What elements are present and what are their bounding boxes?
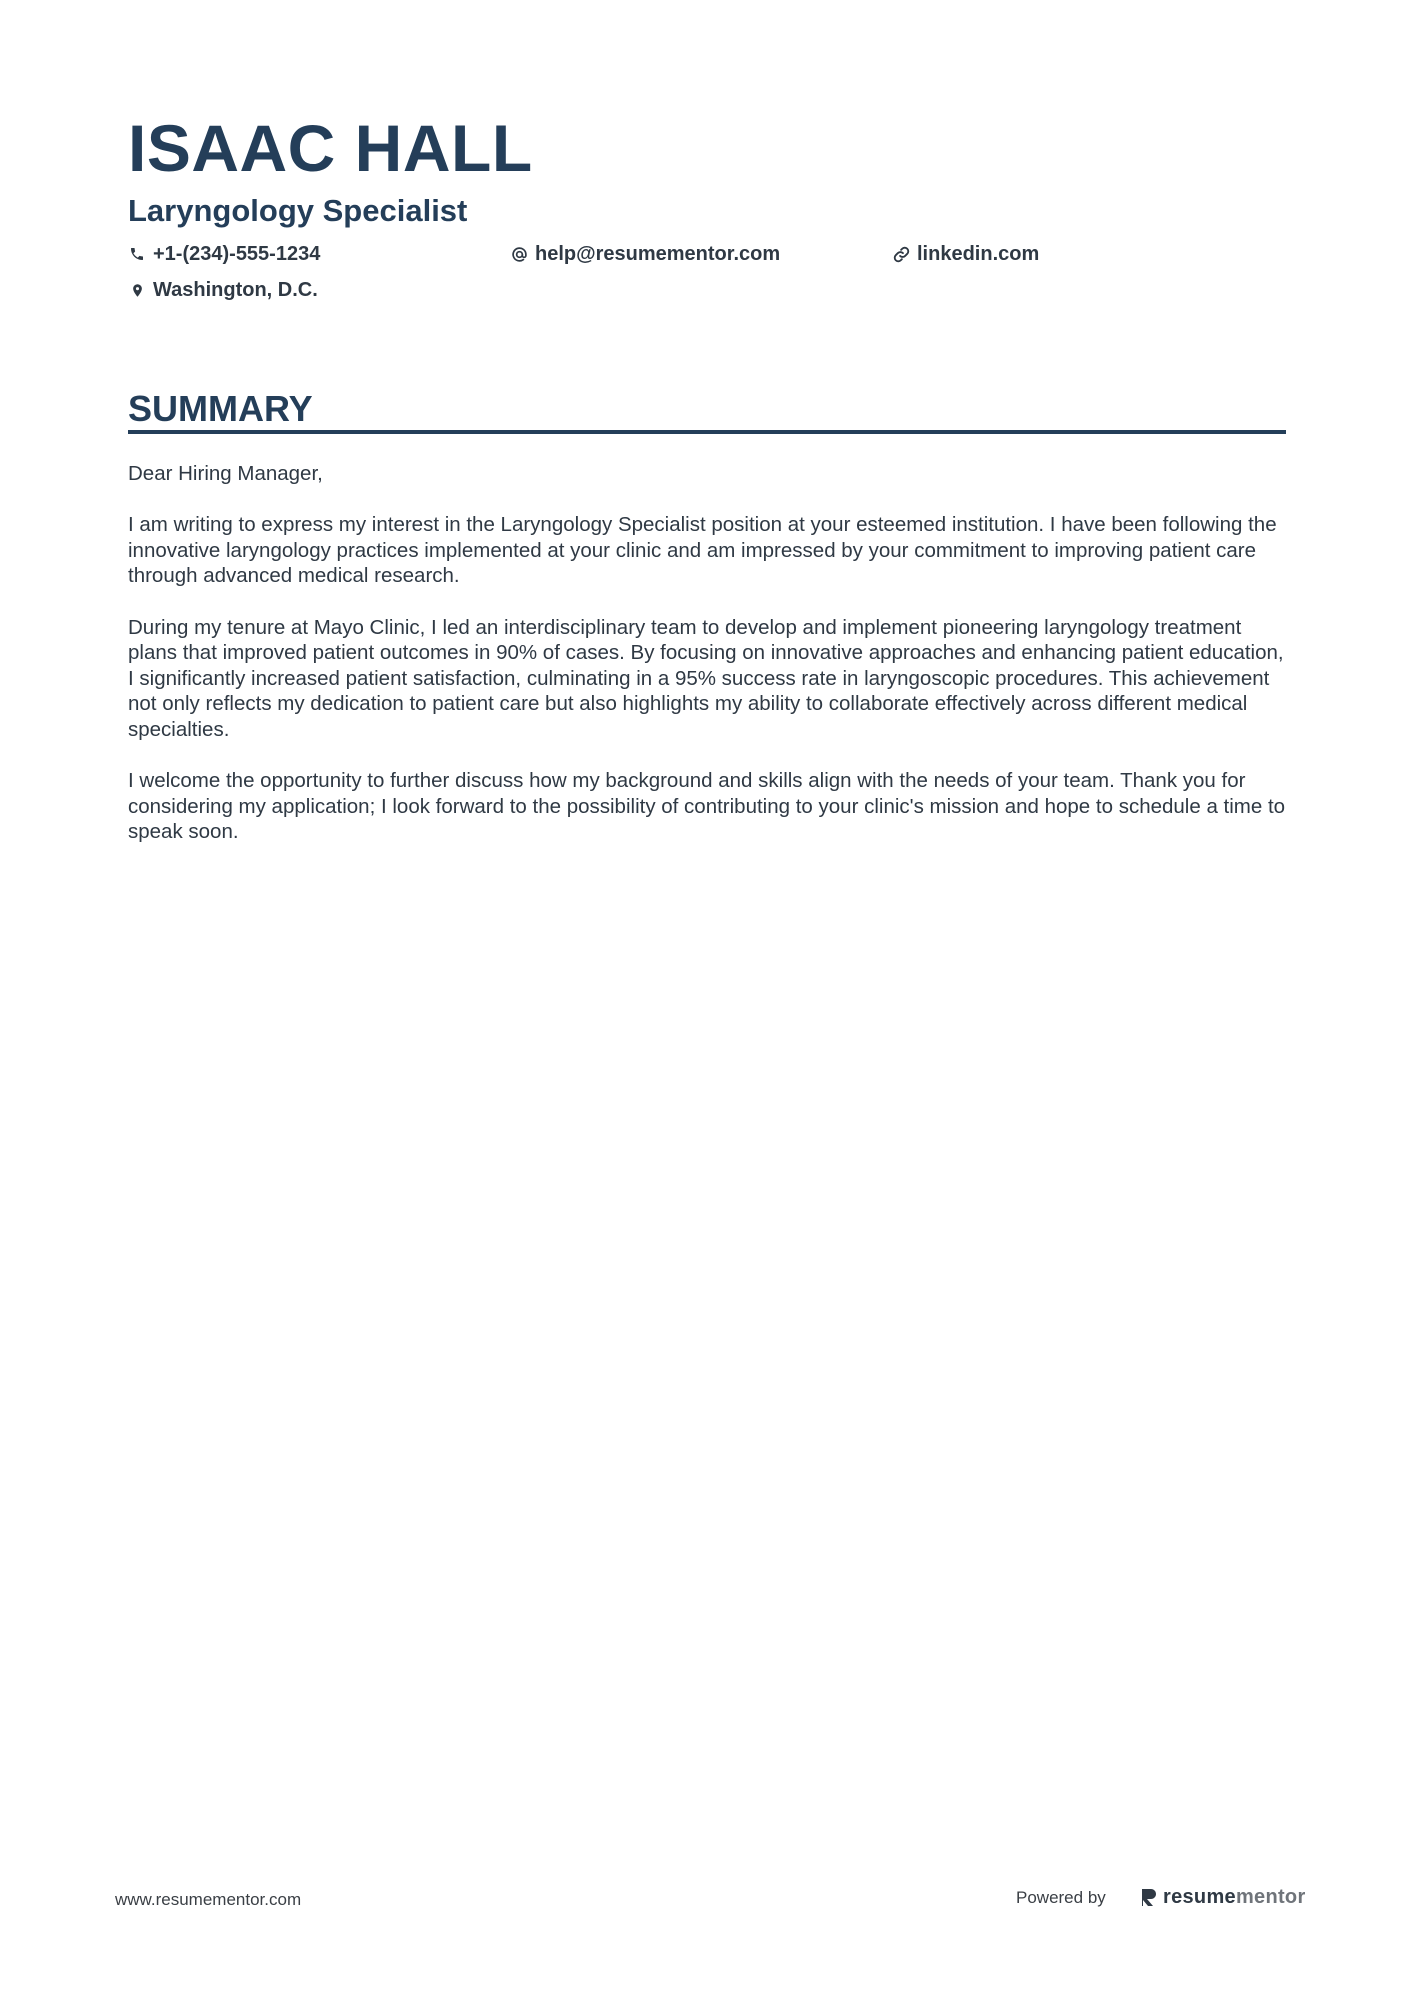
footer-website[interactable]: www.resumementor.com [115, 1890, 302, 1909]
powered-by-label: Powered by [1016, 1888, 1106, 1907]
letter-paragraph: I am writing to express my interest in the Laryngology Specialist position at your esteemed institution. I have been following the innovative laryngology practices implemented at your clinic and am impressed by your commitment to improving patient care through advanced medical research. [128, 513, 1277, 588]
phone-number: +1-(234)-555-1234 [153, 243, 321, 265]
brand-wordmark-light: mentor [1235, 1886, 1306, 1908]
brand-mark-icon [1140, 1887, 1158, 1907]
candidate-name: ISAAC HALL [128, 111, 533, 185]
contact-email [510, 242, 780, 266]
contact-location [128, 278, 318, 302]
email-address[interactable]: help@resumementor.com [535, 243, 781, 265]
location-text: Washington, D.C. [153, 279, 318, 301]
brand-wordmark-bold: resume [1163, 1886, 1236, 1908]
location-pin-icon [128, 281, 146, 299]
summary-heading: SUMMARY [128, 388, 313, 429]
linkedin-link[interactable]: linkedin.com [917, 243, 1040, 265]
letter-paragraph: During my tenure at Mayo Clinic, I led an interdisciplinary team to develop and implement pioneering laryngology treatment plans that improved patient outcomes in 90% of cases. By focusing on innovative approaches and enhancing patient education, I significantly increased patient satisfaction, culminating in a 95% success rate in laryngoscopic procedures. This achievement not only reflects my dedication to patient care but also highlights my ability to collaborate effectively across different medical specialties. [128, 615, 1284, 741]
contact-link [892, 242, 1039, 266]
section-divider [128, 430, 1286, 434]
letter-paragraph: I welcome the opportunity to further discuss how my background and skills align with the needs of your team. Thank you for considering my application; I look forward to the possibility of contributing to your clinic's mission and hope to schedule a time to speak soon. [128, 769, 1286, 844]
salutation: Dear Hiring Manager, [128, 462, 323, 485]
brand-wordmark [1163, 1885, 1306, 1909]
brand-logo[interactable] [1140, 1885, 1306, 1909]
job-title: Laryngology Specialist [128, 193, 468, 228]
link-icon [892, 245, 910, 263]
contact-phone [128, 242, 320, 266]
at-icon [510, 245, 528, 263]
phone-icon [128, 245, 146, 263]
letter-body [128, 461, 1288, 871]
